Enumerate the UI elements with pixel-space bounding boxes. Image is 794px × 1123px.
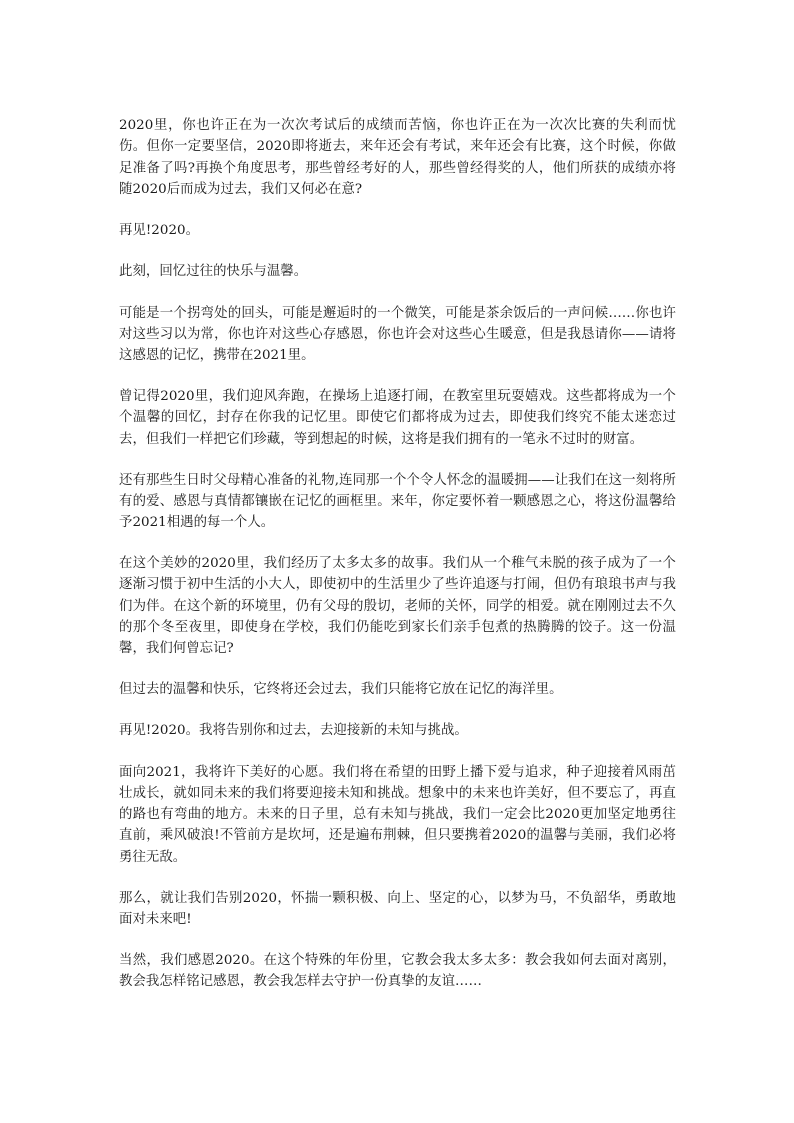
paragraph-7: 在这个美妙的2020里，我们经历了太多太多的故事。我们从一个稚气未脱的孩子成为了一个逐渐习惯于初中生活的小大人，即使初中的生活里少了些许追逐与打闹，但仍有琅琅书声与我们为伴。在这个新的环境里，仍有父母的殷切，老师的关怀，同学的相爱。就在刚刚过去不久的那个冬至夜里，即使身在学校，我们仍能吃到家长们亲手包煮的热腾腾的饺子。这一份温馨，我们何曾忘记? <box>119 555 676 657</box>
paragraph-4: 可能是一个拐弯处的回头，可能是邂逅时的一个微笑，可能是茶余饭后的一声问候……你也许对这些习以为常，你也许对这些心存感恩，你也许会对这些心生暖意，但是我恳请你——请将这感恩的记忆，携带在2021里。 <box>119 305 676 364</box>
paragraph-2: 再见!2020。 <box>119 223 200 239</box>
paragraph-3: 此刻，回忆过往的快乐与温馨。 <box>119 264 308 280</box>
paragraph-8: 但过去的温馨和快乐，它终将还会过去，我们只能将它放在记忆的海洋里。 <box>119 681 563 697</box>
paragraph-1: 2020里，你也许正在为一次次考试后的成绩而苦恼，你也许正在为一次次比赛的失利而忧伤。但你一定要坚信，2020即将逝去，来年还会有考试，来年还会有比赛，这个时候，你做足准备了吗?再换个角度思考，那些曾经考好的人，那些曾经得奖的人，他们所获的成绩亦将随2020后而成为过去，我们又何必在意? <box>119 118 676 197</box>
paragraph-6: 还有那些生日时父母精心准备的礼物,连同那一个个令人怀念的温暖拥——让我们在这一刻将所有的爱、感恩与真情都镶嵌在记忆的画框里。来年，你定要怀着一颗感恩之心，将这份温馨给予2021相遇的每一个人。 <box>119 472 676 531</box>
paragraph-10: 面向2021，我将许下美好的心愿。我们将在希望的田野上播下爱与追求，种子迎接着风雨茁壮成长，就如同未来的我们将要迎接未知和挑战。想象中的未来也许美好，但不要忘了，再直的路也有弯曲的地方。未来的日子里，总有未知与挑战，我们一定会比2020更加坚定地勇往直前，乘风破浪!不管前方是坎坷，还是遍布荆棘，但只要携着2020的温馨与美丽，我们必将勇往无敌。 <box>119 764 676 865</box>
paragraph-11: 那么，就让我们告别2020，怀揣一颗积极、向上、坚定的心，以梦为马，不负韶华，勇敢地面对未来吧! <box>119 890 676 927</box>
paragraph-9: 再见!2020。我将告别你和过去，去迎接新的未知与挑战。 <box>119 723 468 739</box>
article-body <box>119 115 676 1012</box>
paragraph-12: 当然，我们感恩2020。在这个特殊的年份里，它教会我太多太多：教会我如何去面对离别，教会我怎样铭记感恩，教会我怎样去守护一份真挚的友谊…… <box>119 952 676 989</box>
paragraph-5: 曾记得2020里，我们迎风奔跑，在操场上追逐打闹，在教室里玩耍嬉戏。这些都将成为一个个温馨的回忆，封存在你我的记忆里。即使它们都将成为过去，即使我们终究不能太迷恋过去，但我们一样把它们珍藏，等到想起的时候，这将是我们拥有的一笔永不过时的财富。 <box>119 389 676 447</box>
